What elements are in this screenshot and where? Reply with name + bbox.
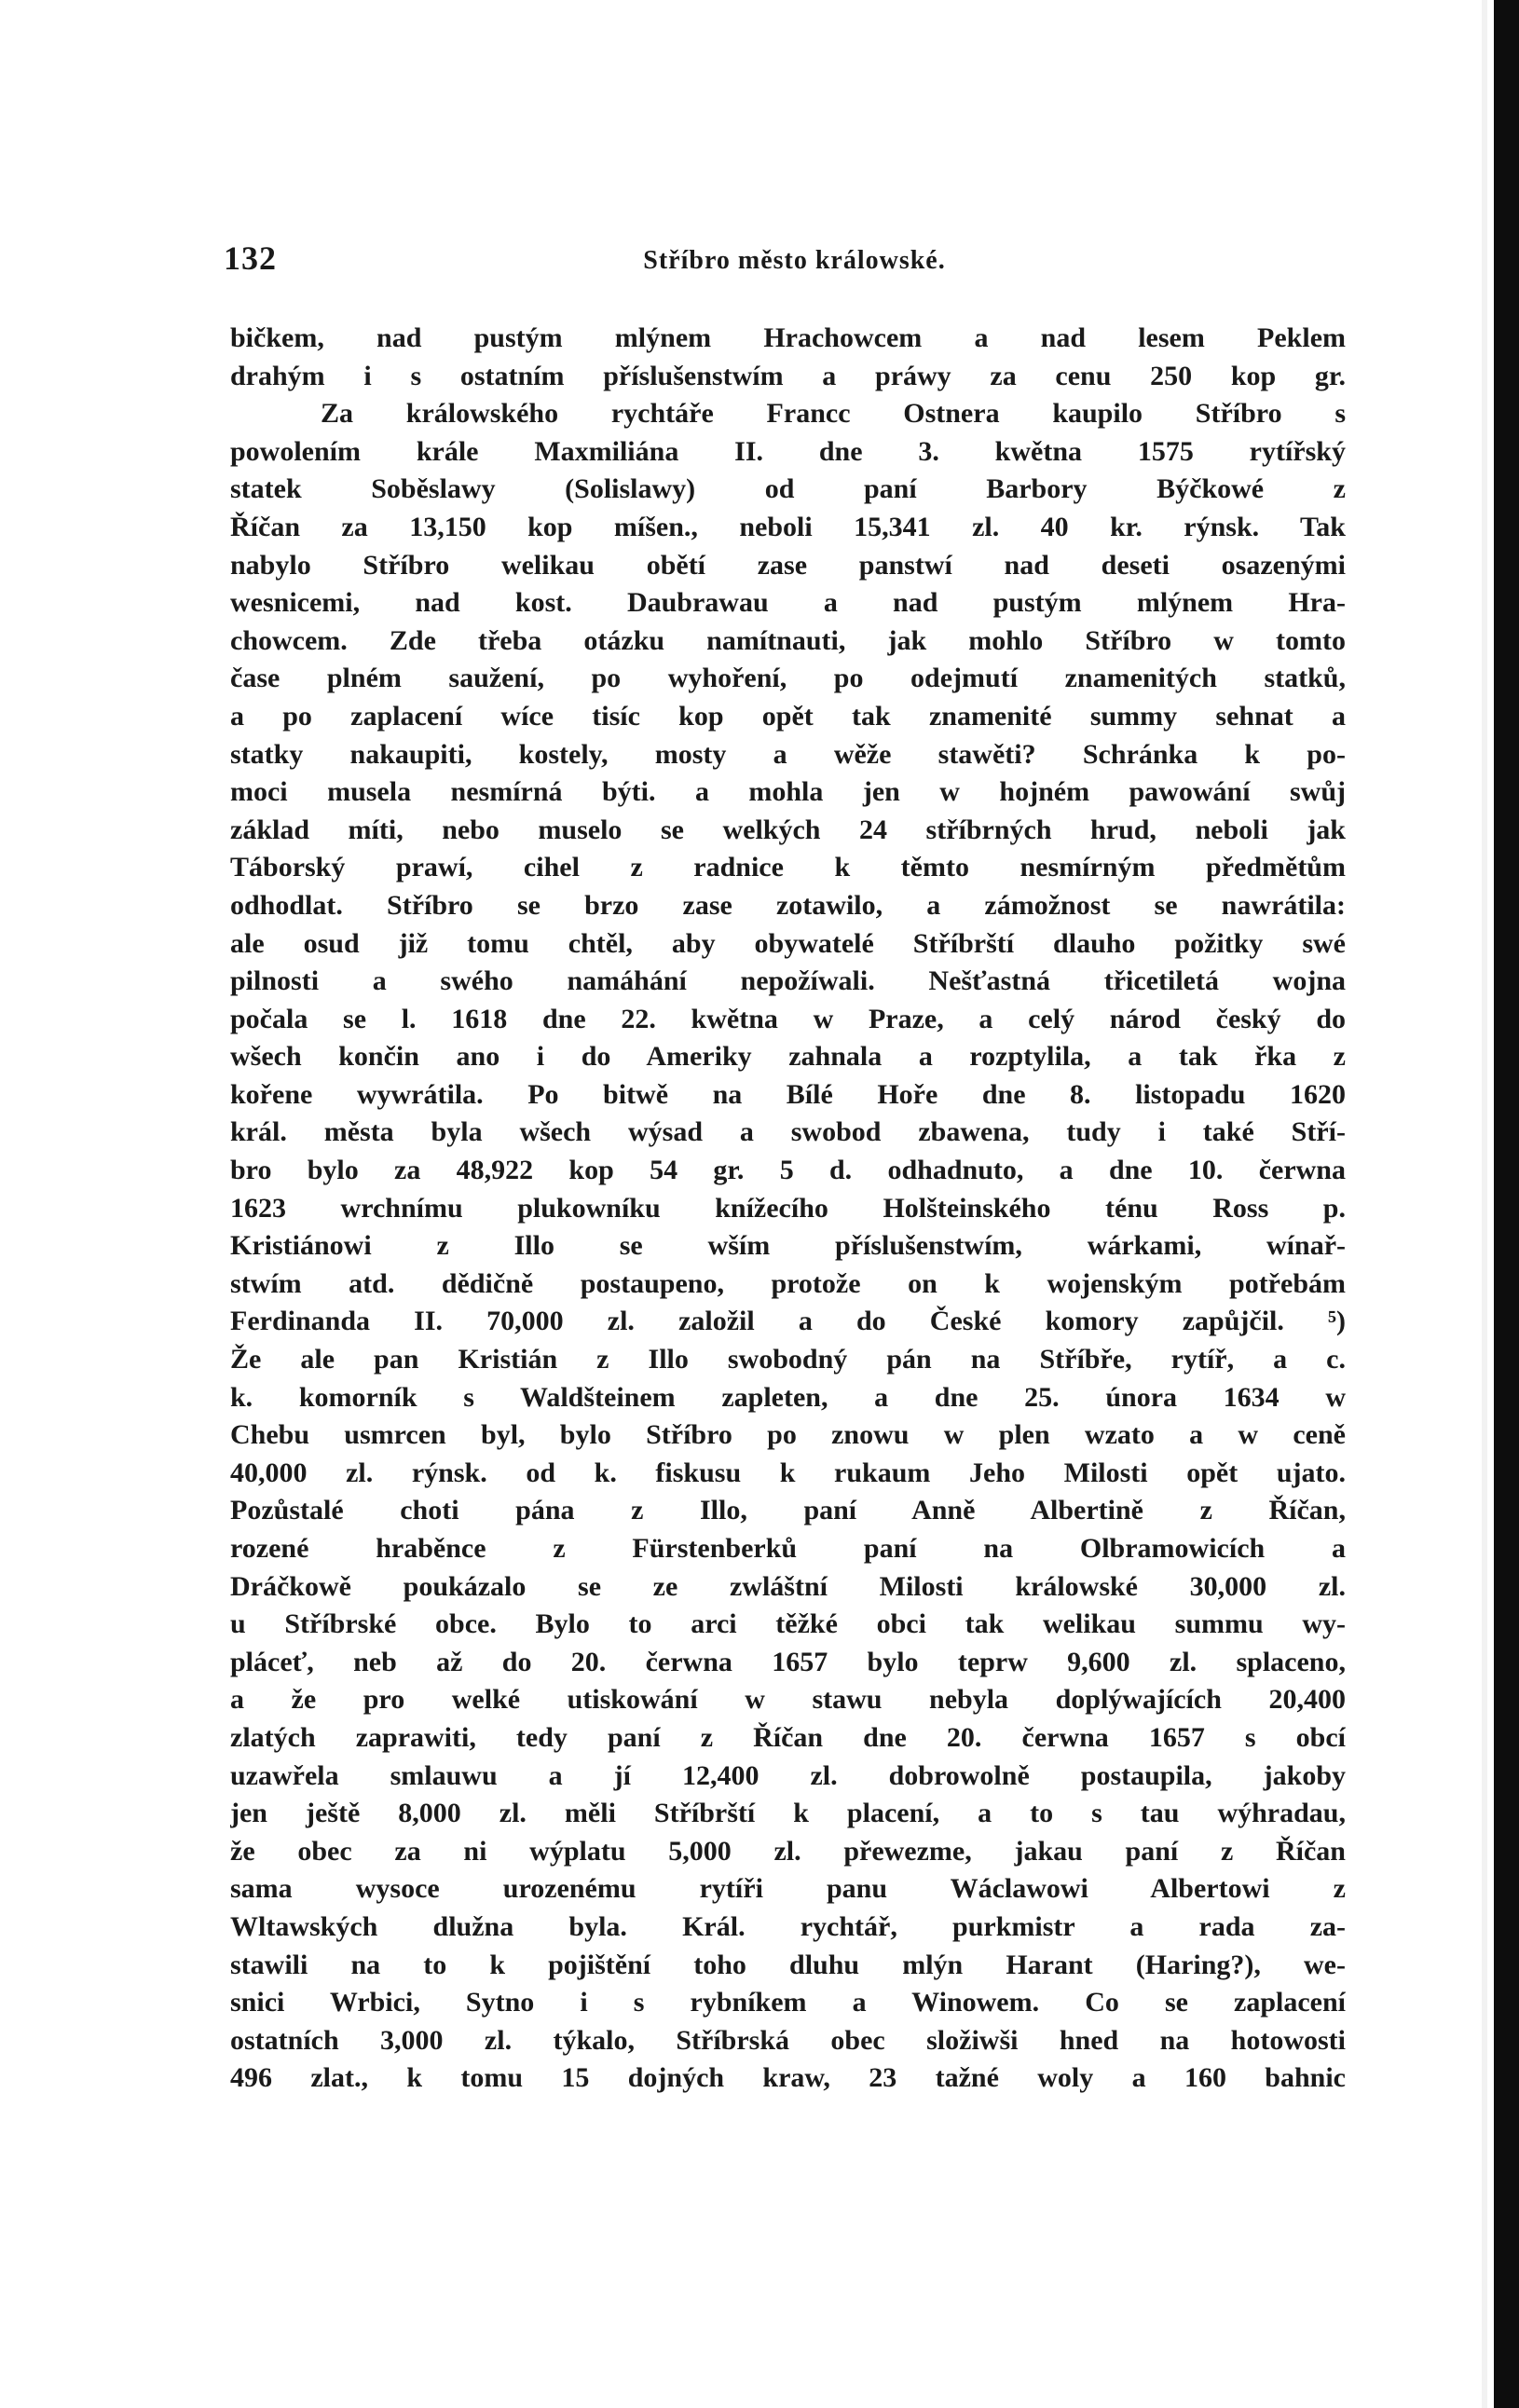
text-line: chowcem. Zde třeba otázku namítnauti, jak mohlo Stříbro w tomto: [230, 624, 1346, 656]
page-number: 132: [224, 239, 277, 277]
text-line: uzawřela smlauwu a jí 12,400 zl. dobrowolně postaupila, jakoby: [230, 1759, 1346, 1791]
text-line: a že pro welké utiskowání w stawu nebyla doplýwajících 20,400: [230, 1684, 1346, 1716]
scan-edge-shadow: [1494, 0, 1519, 2408]
text-line: základ míti, nebo muselo se welkých 24 stříbrných hrud, neboli jak: [230, 814, 1346, 845]
text-line: čase plném saužení, po wyhoření, po odejmutí znamenitých statků,: [230, 663, 1346, 694]
text-line: odhodlat. Stříbro se brzo zase zotawilo, a zámožnost se nawrátila:: [230, 889, 1346, 921]
text-line: král. města byla wšech wýsad a swobod zbawena, tudy i také Stří-: [230, 1116, 1346, 1148]
text-line: kořene wywrátila. Po bitwě na Bílé Hoře dne 8. listopadu 1620: [230, 1078, 1346, 1110]
text-line: wesnicemi, nad kost. Daubrawau a nad pustým mlýnem Hra-: [230, 587, 1346, 619]
text-line: wšech končin ano i do Ameriky zahnala a rozptylila, a tak řka z: [230, 1041, 1346, 1073]
text-line: sama wysoce urozenému rytíři panu Wáclawowi Albertowi z: [230, 1873, 1346, 1905]
text-line: Wltawských dlužna byla. Král. rychtář, purkmistr a rada za-: [230, 1910, 1346, 1942]
body-text: [230, 320, 1346, 2109]
running-title: Stříbro město králowské.: [643, 246, 946, 275]
text-line: a po zaplacení wíce tisíc kop opět tak znamenité summy sehnat a: [230, 700, 1346, 732]
text-line: počala se l. 1618 dne 22. kwětna w Praze, a celý národ český do: [230, 1003, 1346, 1034]
text-line: Kristiánowi z Illo se wším příslušenstwím, wárkami, wínař-: [230, 1230, 1346, 1262]
text-line: Ferdinanda II. 70,000 zl. založil a do České komory zapůjčil. ⁵): [230, 1306, 1346, 1337]
text-line: powolením krále Maxmiliána II. dne 3. kwětna 1575 rytířský: [230, 435, 1346, 467]
text-line: k. komorník s Waldšteinem zapleten, a dne 25. února 1634 w: [230, 1381, 1346, 1413]
text-line: rozené hraběnce z Fürstenberků paní na Olbramowicích a: [230, 1533, 1346, 1564]
text-line: drahým i s ostatním příslušenstwím a práwy za cenu 250 kop gr.: [230, 360, 1346, 391]
text-line: statky nakaupiti, kostely, mosty a wěže stawěti? Schránka k po-: [230, 738, 1346, 770]
text-line: zlatých zaprawiti, tedy paní z Říčan dne 20. čerwna 1657 s obcí: [230, 1721, 1346, 1753]
page-header: [224, 239, 1365, 294]
text-line: že obec za ni wýplatu 5,000 zl. přewezme, jakau paní z Říčan: [230, 1835, 1346, 1867]
text-line: u Stříbrské obce. Bylo to arci těžké obci tak welikau summu wy-: [230, 1608, 1346, 1640]
text-line: Táborský prawí, cihel z radnice k těmto nesmírným předmětům: [230, 852, 1346, 883]
text-line: Říčan za 13,150 kop míšen., neboli 15,341 zl. 40 kr. rýnsk. Tak: [230, 511, 1346, 542]
text-line: statek Soběslawy (Solislawy) od paní Barbory Býčkowé z: [230, 473, 1346, 505]
text-line: ostatních 3,000 zl. týkalo, Stříbrská obec složiwši hned na hotowosti: [230, 2024, 1346, 2056]
text-line: stwím atd. dědičně postaupeno, protože on k wojenským potřebám: [230, 1267, 1346, 1299]
text-line: Chebu usmrcen byl, bylo Stříbro po znowu w plen wzato a w ceně: [230, 1419, 1346, 1451]
page-edge-gap: [1482, 0, 1487, 2408]
text-line: pláceť, neb až do 20. čerwna 1657 bylo teprw 9,600 zl. splaceno,: [230, 1646, 1346, 1677]
text-line: Za králowského rychtáře Francc Ostnera kaupilo Stříbro s: [321, 398, 1346, 430]
text-line: Pozůstalé choti pána z Illo, paní Anně Albertině z Říčan,: [230, 1495, 1346, 1526]
text-line: Dráčkowě poukázalo se ze zwláštní Milosti králowské 30,000 zl.: [230, 1570, 1346, 1602]
text-line: Že ale pan Kristián z Illo swobodný pán na Stříbře, rytíř, a c.: [230, 1344, 1346, 1375]
text-line: stawili na to k pojištění toho dluhu mlýn Harant (Haring?), we-: [230, 1949, 1346, 1980]
text-line: jen ještě 8,000 zl. měli Stříbrští k placení, a to s tau wýhradau,: [230, 1798, 1346, 1829]
text-line: ale osud již tomu chtěl, aby obywatelé Stříbrští dlauho požitky swé: [230, 927, 1346, 959]
text-line: pilnosti a swého namáhání nepožíwali. Nešťastná třicetiletá wojna: [230, 965, 1346, 997]
text-line: 40,000 zl. rýnsk. od k. fiskusu k rukaum Jeho Milosti opět ujato.: [230, 1457, 1346, 1488]
text-line: 496 zlat., k tomu 15 dojných kraw, 23 tažné woly a 160 bahnic: [230, 2062, 1346, 2094]
text-line: moci musela nesmírná býti. a mohla jen w hojném pawowání swůj: [230, 776, 1346, 808]
text-line: bičkem, nad pustým mlýnem Hrachowcem a nad lesem Peklem: [230, 322, 1346, 353]
text-line: snici Wrbici, Sytno i s rybníkem a Winowem. Co se zaplacení: [230, 1987, 1346, 2018]
text-line: nabylo Stříbro welikau obětí zase panstwí nad deseti osazenými: [230, 549, 1346, 581]
text-line: bro bylo za 48,922 kop 54 gr. 5 d. odhadnuto, a dne 10. čerwna: [230, 1155, 1346, 1186]
text-line: 1623 wrchnímu plukowníku knížecího Holšteinského ténu Ross p.: [230, 1192, 1346, 1224]
